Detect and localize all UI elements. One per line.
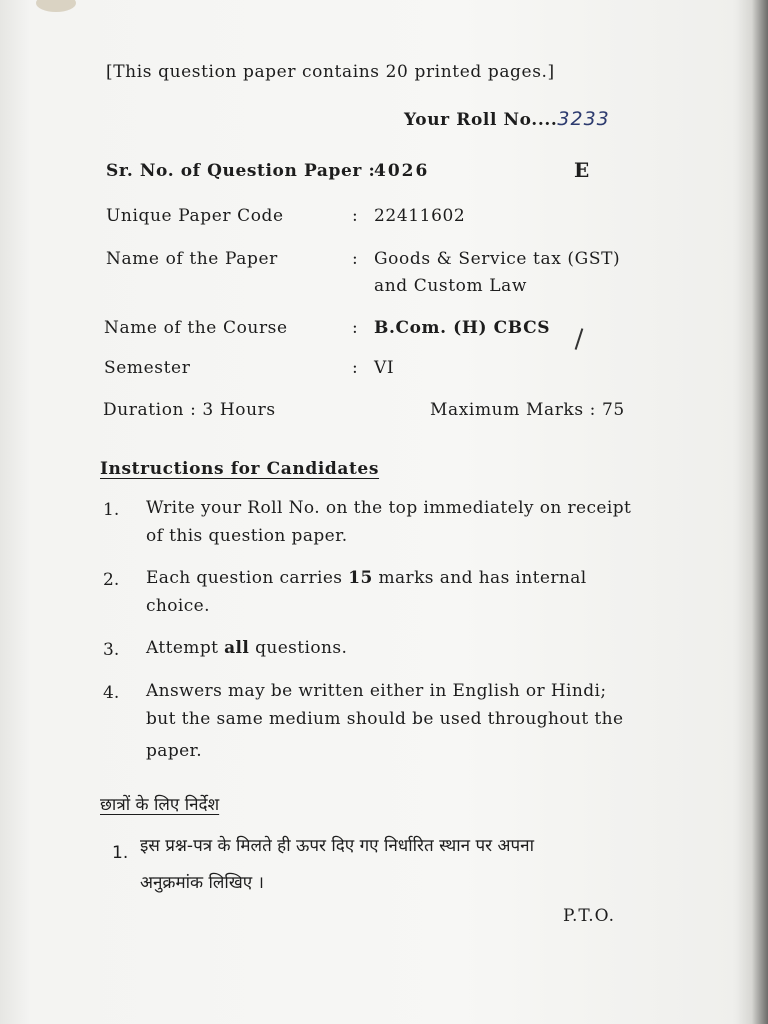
instruction-line: of this question paper. [146,526,348,546]
instruction-number: 1. [103,500,120,520]
instruction-line: choice. [146,596,210,616]
instruction-bold-text: all [224,638,250,658]
roll-number-value: 3233 [557,108,610,130]
instructions-heading: Instructions for Candidates [100,459,380,479]
instruction-line: Write your Roll No. on the top immediately on receipt [146,498,632,518]
hindi-instructions-heading: छात्रों के लिए निर्देश [100,795,220,815]
pto-label: P.T.O. [563,906,615,926]
hindi-instruction-line1: इस प्रश्न-पत्र के मिलते ही ऊपर दिए गए निर्धारित स्थान पर अपना [140,836,534,856]
paper-name-label: Name of the Paper [106,249,278,269]
instruction-bold-text: 15 [348,568,373,588]
duration: Duration : 3 Hours [103,400,276,420]
pen-tick-mark [575,328,583,349]
instruction-number: 2. [103,570,120,590]
instruction-text: Each question carries [146,568,349,588]
instruction-item [146,564,636,620]
page-edge-shadow [732,0,768,1024]
set-letter: E [574,158,590,182]
colon: : [352,249,359,269]
colon: : [352,318,359,338]
semester-value: VI [374,358,395,378]
sr-no-label: Sr. No. of Question Paper : [106,161,376,181]
pages-note: [This question paper contains 20 printed pages.] [106,62,555,82]
hindi-item-number: 1. [112,843,129,863]
instruction-line [146,634,636,662]
paper-name-value-line1: Goods & Service tax (GST) [374,249,621,269]
paper-name-value-line2: and Custom Law [374,276,528,296]
course-name-value: B.Com. (H) CBCS [374,318,551,338]
instruction-line: but the same medium should be used throughout the [146,709,624,729]
instruction-text: Attempt [146,638,225,658]
instruction-item [146,634,636,662]
instruction-number: 3. [103,640,120,660]
roll-number-line [404,108,610,130]
colon: : [352,206,359,226]
maximum-marks: Maximum Marks : 75 [430,400,625,420]
sr-no-value: 4026 [374,161,430,181]
instruction-line [146,564,636,592]
instruction-item [146,677,636,765]
instruction-item [146,494,636,550]
roll-number-label: Your Roll No.... [404,110,558,130]
unique-paper-code-label: Unique Paper Code [106,206,284,226]
instruction-line: Answers may be written either in English or Hindi; [146,681,607,701]
instruction-line: paper. [146,741,203,761]
colon: : [352,358,359,378]
unique-paper-code-value: 22411602 [374,206,466,226]
instruction-text: questions. [249,638,348,658]
paper-stain [36,0,76,12]
semester-label: Semester [104,358,191,378]
course-name-label: Name of the Course [104,318,288,338]
instruction-text: marks and has internal [372,568,587,588]
instruction-number: 4. [103,683,120,703]
hindi-instruction-line2: अनुक्रमांक लिखिए । [140,873,264,893]
